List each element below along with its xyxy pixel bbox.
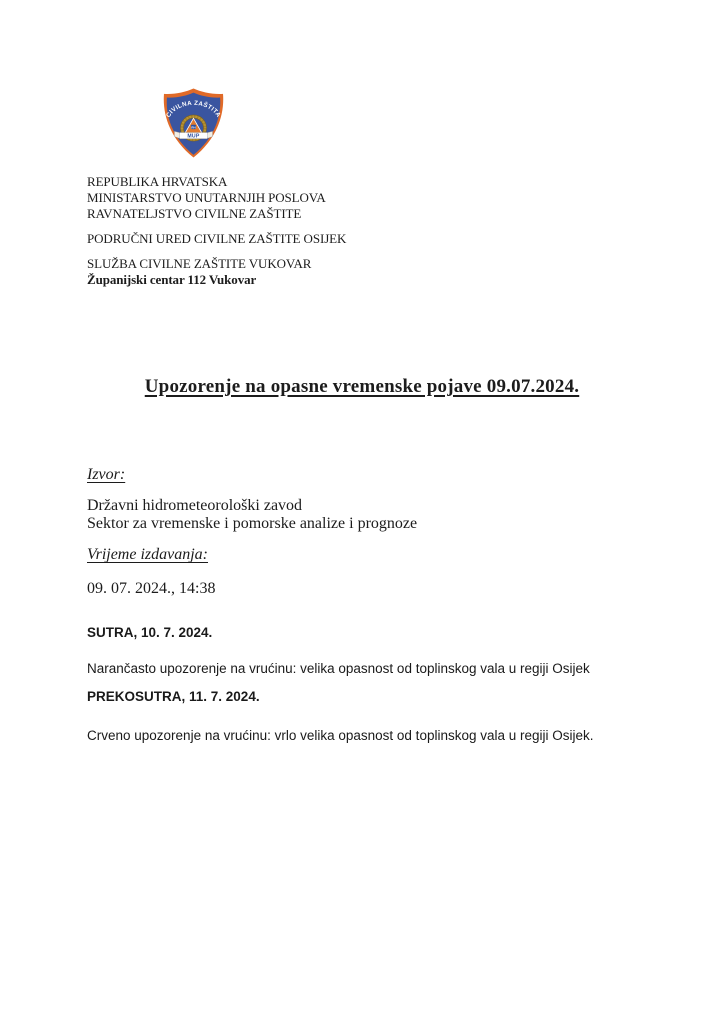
org-header-block	[87, 174, 637, 222]
svg-text:CIVILNA ZAŠTITA: CIVILNA ZAŠTITA	[165, 99, 222, 119]
regional-office-line: PODRUČNI URED CIVILNE ZAŠTITE OSIJEK	[87, 231, 347, 246]
county-center-line: Županijski centar 112 Vukovar	[87, 272, 257, 287]
shield-badge-icon	[157, 87, 230, 159]
service-block	[87, 256, 637, 288]
issue-time-value: 09. 07. 2024., 14:38	[87, 580, 216, 597]
warning-day-tomorrow: SUTRA, 10. 7. 2024.	[87, 625, 213, 640]
warning-text-red: Crveno upozorenje na vrućinu: vrlo velika opasnost od toplinskog vala u regiji Osijek.	[87, 728, 594, 743]
service-line: SLUŽBA CIVILNE ZAŠTITE VUKOVAR	[87, 256, 312, 271]
issue-time-label: Vrijeme izdavanja:	[87, 546, 209, 563]
warning-day-day-after-tomorrow: PREKOSUTRA, 11. 7. 2024.	[87, 689, 260, 704]
source-block	[87, 497, 637, 533]
svg-text:RH: RH	[191, 125, 196, 130]
document-title: Upozorenje na opasne vremenske pojave 09.07.2024.	[144, 376, 580, 397]
source-institution: Državni hidrometeorološki zavod	[87, 497, 303, 514]
source-label: Izvor:	[87, 466, 126, 483]
org-line-ministry: MINISTARSTVO UNUTARNJIH POSLOVA	[87, 190, 326, 205]
org-line-directorate: RAVNATELJSTVO CIVILNE ZAŠTITE	[87, 206, 302, 221]
org-line-republic: REPUBLIKA HRVATSKA	[87, 174, 228, 189]
source-sector: Sektor za vremenske i pomorske analize i prognoze	[87, 515, 418, 532]
civil-protection-badge-logo	[157, 87, 230, 159]
svg-text:MUP: MUP	[187, 133, 200, 140]
warning-text-orange: Narančasto upozorenje na vrućinu: velika opasnost od toplinskog vala u regiji Osijek	[87, 661, 590, 676]
